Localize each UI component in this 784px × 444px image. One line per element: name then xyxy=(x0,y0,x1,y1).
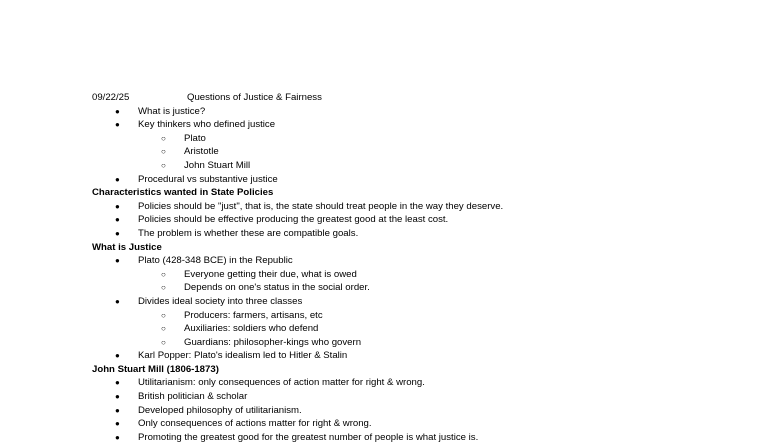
bullet-text: Procedural vs substantive justice xyxy=(138,173,278,185)
filled-bullet-icon: ● xyxy=(115,106,120,116)
section-heading xyxy=(92,241,752,255)
filled-bullet-icon: ● xyxy=(115,215,120,225)
bullet-text: What is justice? xyxy=(138,105,206,117)
document-title: Questions of Justice & Fairness xyxy=(187,92,322,103)
sub-bullet-item xyxy=(92,159,752,173)
bullet-text: Everyone getting their due, what is owed xyxy=(184,268,357,280)
document-body xyxy=(92,91,752,444)
section-heading-text: What is Justice xyxy=(92,241,162,253)
hollow-bullet-icon: ○ xyxy=(161,269,166,279)
bullet-text: Guardians: philosopher-kings who govern xyxy=(184,336,362,348)
section-heading-text: John Stuart Mill (1806-1873) xyxy=(92,363,219,375)
sub-bullet-item xyxy=(92,309,752,323)
bullet-text: Policies should be effective producing the greatest good at the least cost. xyxy=(138,214,449,226)
bullet-text: Plato xyxy=(184,132,206,144)
filled-bullet-icon: ● xyxy=(115,174,120,184)
sub-bullet-item xyxy=(92,281,752,295)
bullet-text: Auxiliaries: soldiers who defend xyxy=(184,323,319,335)
hollow-bullet-icon: ○ xyxy=(161,160,166,170)
bullet-text: Plato (428-348 BCE) in the Republic xyxy=(138,255,293,267)
bullet-text: Only consequences of actions matter for right & wrong. xyxy=(138,418,372,430)
hollow-bullet-icon: ○ xyxy=(161,147,166,157)
bullet-item xyxy=(92,349,752,363)
filled-bullet-icon: ● xyxy=(115,256,120,266)
document-header xyxy=(92,91,752,105)
filled-bullet-icon: ● xyxy=(115,392,120,402)
bullet-text: Promoting the greatest good for the greatest number of people is what justice is. xyxy=(138,431,479,443)
filled-bullet-icon: ● xyxy=(115,228,120,238)
section-heading-text: Characteristics wanted in State Policies xyxy=(92,187,274,199)
bullet-text: Karl Popper: Plato's idealism led to Hitler & Stalin xyxy=(138,350,348,362)
sub-bullet-item xyxy=(92,132,752,146)
bullet-text: Depends on one's status in the social order. xyxy=(184,282,370,294)
bullet-item xyxy=(92,417,752,431)
section-heading xyxy=(92,363,752,377)
document-date: 09/22/25 xyxy=(92,92,130,103)
sub-bullet-item xyxy=(92,336,752,350)
filled-bullet-icon: ● xyxy=(115,201,120,211)
bullet-text: British politician & scholar xyxy=(138,391,248,403)
bullet-item xyxy=(92,118,752,132)
outline-list xyxy=(92,105,752,444)
bullet-item xyxy=(92,105,752,119)
bullet-text: John Stuart Mill xyxy=(184,159,251,171)
bullet-text: Developed philosophy of utilitarianism. xyxy=(138,404,302,416)
bullet-item xyxy=(92,390,752,404)
section-heading xyxy=(92,186,752,200)
bullet-item xyxy=(92,254,752,268)
bullet-text: Producers: farmers, artisans, etc xyxy=(184,309,323,321)
bullet-text: Key thinkers who defined justice xyxy=(138,119,276,131)
sub-bullet-item xyxy=(92,145,752,159)
sub-bullet-item xyxy=(92,322,752,336)
bullet-text: Divides ideal society into three classes xyxy=(138,295,303,307)
bullet-text: The problem is whether these are compatible goals. xyxy=(138,227,359,239)
bullet-item xyxy=(92,173,752,187)
bullet-item xyxy=(92,200,752,214)
hollow-bullet-icon: ○ xyxy=(161,133,166,143)
bullet-text: Aristotle xyxy=(184,146,219,158)
bullet-text: Policies should be "just", that is, the state should treat people in the way they deserve. xyxy=(138,200,504,212)
hollow-bullet-icon: ○ xyxy=(161,310,166,320)
filled-bullet-icon: ● xyxy=(115,378,120,388)
filled-bullet-icon: ● xyxy=(115,405,120,415)
bullet-item xyxy=(92,227,752,241)
bullet-item xyxy=(92,295,752,309)
filled-bullet-icon: ● xyxy=(115,351,120,361)
bullet-item xyxy=(92,376,752,390)
filled-bullet-icon: ● xyxy=(115,432,120,442)
hollow-bullet-icon: ○ xyxy=(161,337,166,347)
sub-bullet-item xyxy=(92,268,752,282)
filled-bullet-icon: ● xyxy=(115,120,120,130)
hollow-bullet-icon: ○ xyxy=(161,283,166,293)
bullet-text: Utilitarianism: only consequences of action matter for right & wrong. xyxy=(138,377,425,389)
bullet-item xyxy=(92,431,752,444)
bullet-item xyxy=(92,404,752,418)
bullet-item xyxy=(92,213,752,227)
hollow-bullet-icon: ○ xyxy=(161,324,166,334)
filled-bullet-icon: ● xyxy=(115,419,120,429)
filled-bullet-icon: ● xyxy=(115,296,120,306)
